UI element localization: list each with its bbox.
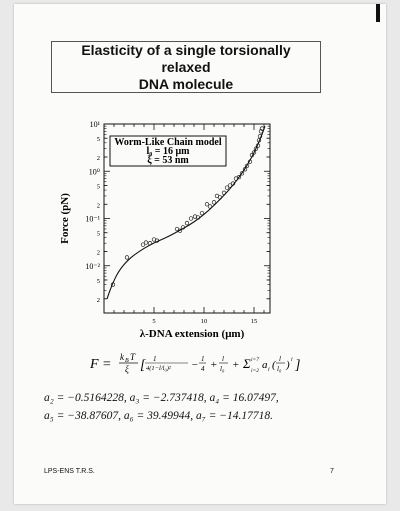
- coefficients-line-2: a₅ = −38.87607, a₆ = 39.49944, a₇ = −14.17718.: [44, 410, 274, 422]
- data-point: [185, 221, 189, 225]
- data-point: [144, 241, 148, 245]
- svg-text:4(1−l/l₀)²: 4(1−l/l₀)²: [146, 365, 171, 372]
- svg-text:+: +: [210, 359, 218, 371]
- y-tick-label: 10⁻²: [85, 261, 100, 271]
- y-tick-label: 5: [96, 277, 100, 285]
- legend-title: Worm-Like Chain model: [114, 137, 222, 148]
- svg-text:ξ: ξ: [125, 364, 129, 374]
- svg-text:i=7: i=7: [251, 357, 259, 363]
- svg-text:1: 1: [201, 355, 205, 363]
- svg-text:1: 1: [153, 355, 157, 363]
- svg-text:i: i: [291, 357, 293, 363]
- y-tick-label: 2: [96, 249, 100, 257]
- svg-text:a: a: [262, 359, 268, 371]
- y-tick-label: 5: [96, 183, 100, 191]
- formula-graphic: [90, 348, 320, 378]
- x-tick-label: 5: [152, 318, 156, 325]
- svg-text:4: 4: [201, 365, 205, 373]
- svg-text:k: k: [120, 352, 124, 362]
- svg-text:i=2: i=2: [251, 368, 259, 374]
- footer-lab-name: LPS-ENS T.R.S.: [44, 468, 95, 475]
- svg-text:]: ]: [295, 358, 301, 373]
- svg-text:l₀: l₀: [220, 365, 225, 373]
- page-number: 7: [330, 468, 334, 475]
- y-tick-label: 5: [96, 230, 100, 238]
- svg-text:[: [: [140, 358, 146, 373]
- svg-text:i: i: [268, 367, 270, 373]
- y-tick-label: 10⁻¹: [85, 214, 100, 224]
- svg-text:+: +: [232, 359, 240, 371]
- svg-text:B: B: [125, 358, 129, 364]
- legend-contour-length: l₀ = 16 μm: [146, 146, 190, 157]
- x-tick-label: 15: [250, 318, 258, 325]
- wlc-formula: [90, 348, 320, 383]
- svg-text:l: l: [222, 355, 224, 363]
- y-tick-label: 10¹: [89, 120, 100, 129]
- svg-text:l: l: [279, 355, 281, 363]
- svg-text:F =: F =: [90, 357, 112, 372]
- x-axis-label: λ-DNA extension (μm): [139, 328, 245, 340]
- y-tick-label: 2: [96, 202, 100, 210]
- slide-title: Elasticity of a single torsionally relaxed DNA molecule: [81, 41, 291, 92]
- y-tick-label: 5: [96, 136, 100, 144]
- legend-persistence-length: ξ = 53 nm: [147, 155, 189, 166]
- svg-text:Σ: Σ: [243, 356, 251, 371]
- y-axis-label: Force (pN): [59, 193, 71, 244]
- svg-text:−: −: [191, 359, 199, 371]
- svg-text:(: (: [272, 359, 276, 371]
- data-point: [189, 217, 193, 221]
- svg-text:): ): [286, 359, 290, 371]
- svg-text:l₀: l₀: [277, 365, 282, 373]
- y-tick-label: 2: [96, 155, 100, 163]
- data-point: [125, 256, 129, 260]
- coefficients-line-1: a₂ = −0.5164228, a₃ = −2.737418, a₄ = 16.07497,: [44, 392, 279, 404]
- svg-text:T: T: [130, 352, 136, 362]
- x-tick-label: 10: [200, 318, 208, 325]
- y-tick-label: 2: [96, 296, 100, 304]
- y-tick-label: 10⁰: [88, 167, 100, 177]
